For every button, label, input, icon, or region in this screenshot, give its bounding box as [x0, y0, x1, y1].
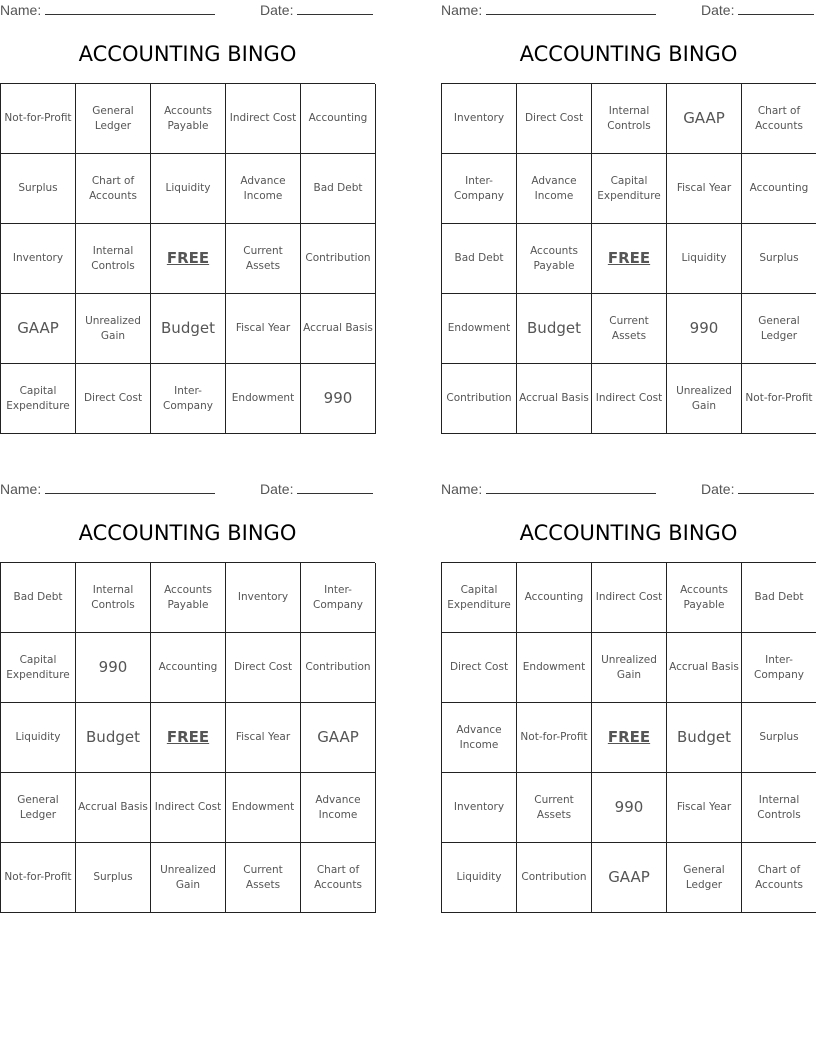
bingo-cell[interactable]: Contribution [301, 633, 376, 703]
date-field[interactable] [297, 3, 373, 15]
name-label: Name: [441, 2, 483, 18]
bingo-cell[interactable]: Not-for-Profit [517, 703, 592, 773]
bingo-cell[interactable]: Accounting [517, 563, 592, 633]
card-title: ACCOUNTING BINGO [519, 42, 738, 66]
bingo-card-3 [0, 479, 375, 919]
bingo-cell[interactable]: 990 [667, 294, 742, 364]
name-line [0, 481, 215, 497]
bingo-cell[interactable]: Fiscal Year [667, 154, 742, 224]
date-line [701, 2, 814, 18]
bingo-cell[interactable]: Internal Controls [742, 773, 816, 843]
date-line [260, 481, 373, 497]
bingo-cell[interactable]: Accrual Basis [76, 773, 151, 843]
bingo-grid [441, 562, 816, 913]
date-label: Date: [260, 481, 294, 497]
bingo-cell[interactable]: Inter-Company [442, 154, 517, 224]
bingo-cell[interactable]: Inventory [442, 84, 517, 154]
bingo-cell[interactable]: Inter-Company [742, 633, 816, 703]
bingo-cell[interactable]: Accrual Basis [667, 633, 742, 703]
card-title: ACCOUNTING BINGO [78, 521, 297, 545]
bingo-cell[interactable]: Chart of Accounts [301, 843, 376, 913]
bingo-cell[interactable]: Endowment [226, 773, 301, 843]
bingo-cell[interactable]: Capital Expenditure [442, 563, 517, 633]
bingo-cell[interactable]: Current Assets [592, 294, 667, 364]
name-field[interactable] [486, 3, 656, 15]
bingo-cell[interactable]: Contribution [517, 843, 592, 913]
name-line [441, 2, 656, 18]
bingo-cell[interactable]: Contribution [442, 364, 517, 434]
date-line [701, 481, 814, 497]
bingo-cell[interactable]: Direct Cost [517, 84, 592, 154]
bingo-cell[interactable]: Accounts Payable [151, 84, 226, 154]
bingo-cell[interactable]: General Ledger [667, 843, 742, 913]
bingo-cell[interactable]: Budget [151, 294, 226, 364]
bingo-cell[interactable]: Internal Controls [76, 224, 151, 294]
date-field[interactable] [297, 482, 373, 494]
name-label: Name: [0, 481, 42, 497]
bingo-cell[interactable]: Current Assets [517, 773, 592, 843]
bingo-cell[interactable]: Direct Cost [76, 364, 151, 434]
bingo-cell[interactable]: Unrealized Gain [76, 294, 151, 364]
bingo-cell[interactable]: Endowment [226, 364, 301, 434]
bingo-cell[interactable]: Budget [76, 703, 151, 773]
bingo-cell[interactable]: Liquidity [151, 154, 226, 224]
date-field[interactable] [738, 3, 814, 15]
bingo-cell[interactable]: Indirect Cost [151, 773, 226, 843]
bingo-cell[interactable]: GAAP [1, 294, 76, 364]
bingo-cell[interactable]: Liquidity [1, 703, 76, 773]
bingo-cell[interactable]: Bad Debt [301, 154, 376, 224]
bingo-cell[interactable]: Surplus [1, 154, 76, 224]
bingo-cell[interactable]: Inventory [226, 563, 301, 633]
name-line [0, 2, 215, 18]
bingo-card-2 [441, 0, 816, 440]
free-space[interactable]: FREE [592, 224, 667, 294]
bingo-cell[interactable]: Accrual Basis [517, 364, 592, 434]
name-label: Name: [0, 2, 42, 18]
bingo-cell[interactable]: Inter-Company [151, 364, 226, 434]
bingo-cell[interactable]: Accounts Payable [151, 563, 226, 633]
bingo-cell[interactable]: Internal Controls [76, 563, 151, 633]
bingo-card-1 [0, 0, 375, 440]
bingo-cell[interactable]: Surplus [742, 703, 816, 773]
date-label: Date: [701, 2, 735, 18]
bingo-cell[interactable]: Accrual Basis [301, 294, 376, 364]
bingo-cell[interactable]: Not-for-Profit [1, 843, 76, 913]
bingo-cell[interactable]: Indirect Cost [592, 364, 667, 434]
bingo-cell[interactable]: Capital Expenditure [592, 154, 667, 224]
free-space[interactable]: FREE [592, 703, 667, 773]
bingo-cell[interactable]: 990 [592, 773, 667, 843]
date-field[interactable] [738, 482, 814, 494]
bingo-cell[interactable]: Advance Income [226, 154, 301, 224]
bingo-cell[interactable]: Current Assets [226, 224, 301, 294]
card-title: ACCOUNTING BINGO [519, 521, 738, 545]
bingo-cell[interactable]: 990 [301, 364, 376, 434]
bingo-cell[interactable]: Not-for-Profit [742, 364, 816, 434]
bingo-cell[interactable]: General Ledger [742, 294, 816, 364]
date-line [260, 2, 373, 18]
bingo-cell[interactable]: General Ledger [76, 84, 151, 154]
name-field[interactable] [45, 482, 215, 494]
bingo-cell[interactable]: Endowment [517, 633, 592, 703]
bingo-cell[interactable]: General Ledger [1, 773, 76, 843]
bingo-cell[interactable]: Budget [667, 703, 742, 773]
bingo-cell[interactable]: Inventory [1, 224, 76, 294]
bingo-cell[interactable]: Chart of Accounts [76, 154, 151, 224]
bingo-cell[interactable]: Endowment [442, 294, 517, 364]
bingo-cell[interactable]: Accounting [742, 154, 816, 224]
bingo-cell[interactable]: Unrealized Gain [667, 364, 742, 434]
bingo-cell[interactable]: GAAP [592, 843, 667, 913]
bingo-cell[interactable]: Bad Debt [442, 224, 517, 294]
date-label: Date: [260, 2, 294, 18]
free-space[interactable]: FREE [151, 703, 226, 773]
bingo-cell[interactable]: GAAP [301, 703, 376, 773]
name-field[interactable] [486, 482, 656, 494]
bingo-cell[interactable]: Fiscal Year [667, 773, 742, 843]
bingo-card-4 [441, 479, 816, 919]
bingo-cell[interactable]: Accounts Payable [667, 563, 742, 633]
bingo-cell[interactable]: Indirect Cost [592, 563, 667, 633]
name-label: Name: [441, 481, 483, 497]
bingo-cell[interactable]: Unrealized Gain [151, 843, 226, 913]
bingo-cell[interactable]: Budget [517, 294, 592, 364]
bingo-cell[interactable]: Capital Expenditure [1, 633, 76, 703]
bingo-cell[interactable]: Liquidity [442, 843, 517, 913]
date-label: Date: [701, 481, 735, 497]
bingo-cell[interactable]: Advance Income [442, 703, 517, 773]
bingo-cell[interactable]: Bad Debt [742, 563, 816, 633]
bingo-cell[interactable]: Liquidity [667, 224, 742, 294]
bingo-cell[interactable]: Advance Income [301, 773, 376, 843]
bingo-cell[interactable]: Current Assets [226, 843, 301, 913]
name-field[interactable] [45, 3, 215, 15]
bingo-grid [0, 562, 375, 913]
bingo-cell[interactable]: Indirect Cost [226, 84, 301, 154]
bingo-cell[interactable]: Accounting [301, 84, 376, 154]
card-title: ACCOUNTING BINGO [78, 42, 297, 66]
bingo-cell[interactable]: Fiscal Year [226, 294, 301, 364]
bingo-cell[interactable]: Chart of Accounts [742, 84, 816, 154]
bingo-cell[interactable]: Direct Cost [442, 633, 517, 703]
bingo-cell[interactable]: Surplus [742, 224, 816, 294]
bingo-cell[interactable]: Unrealized Gain [592, 633, 667, 703]
bingo-cell[interactable]: Accounting [151, 633, 226, 703]
bingo-cell[interactable]: Surplus [76, 843, 151, 913]
bingo-cell[interactable]: Internal Controls [592, 84, 667, 154]
bingo-cell[interactable]: Contribution [301, 224, 376, 294]
bingo-grid [0, 83, 375, 434]
bingo-cell[interactable]: Chart of Accounts [742, 843, 816, 913]
bingo-cell[interactable]: Fiscal Year [226, 703, 301, 773]
name-line [441, 481, 656, 497]
bingo-cell[interactable]: Inventory [442, 773, 517, 843]
bingo-cell[interactable]: Inter-Company [301, 563, 376, 633]
bingo-cell[interactable]: Bad Debt [1, 563, 76, 633]
bingo-cell[interactable]: Accounts Payable [517, 224, 592, 294]
bingo-cell[interactable]: GAAP [667, 84, 742, 154]
bingo-cell[interactable]: Not-for-Profit [1, 84, 76, 154]
free-space[interactable]: FREE [151, 224, 226, 294]
bingo-cell[interactable]: Advance Income [517, 154, 592, 224]
bingo-cell[interactable]: 990 [76, 633, 151, 703]
bingo-grid [441, 83, 816, 434]
bingo-cell[interactable]: Capital Expenditure [1, 364, 76, 434]
bingo-cell[interactable]: Direct Cost [226, 633, 301, 703]
